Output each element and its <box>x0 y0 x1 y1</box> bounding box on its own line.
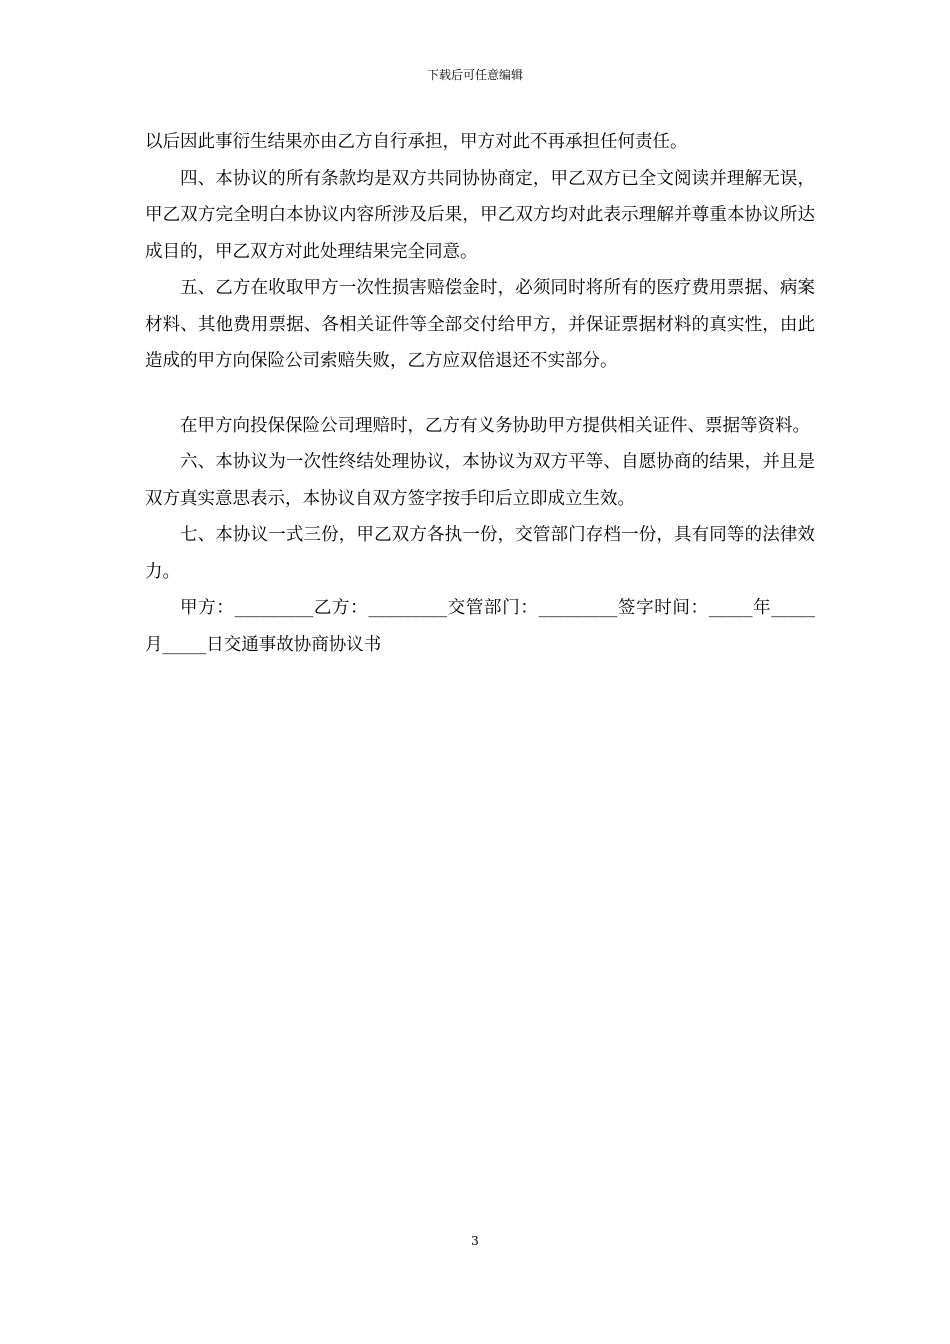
paragraph-clause-5: 五、乙方在收取甲方一次性损害赔偿金时，必须同时将所有的医疗费用票据、病案材料、其他费用票据、各相关证件等全部交付给甲方，并保证票据材料的真实性，由此造成的甲方向保险公司索赔失败，乙方应双倍退还不实部分。 <box>145 278 815 371</box>
signature-line: 甲方：_________乙方：_________交管部门：_________签字时间：_____年_____月_____日交通事故协商协议书 <box>145 598 815 655</box>
paragraph-clause-7: 七、本协议一式三份，甲乙双方各执一份，交管部门存档一份，具有同等的法律效力。 <box>145 525 815 582</box>
paragraph-gap <box>145 380 815 408</box>
document-body <box>145 124 815 663</box>
paragraph-insurance-claim: 在甲方向投保保险公司理赔时，乙方有义务协助甲方提供相关证件、票据等资料。 <box>180 415 810 436</box>
paragraph-clause-6: 六、本协议为一次性终结处理协议，本协议为双方平等、自愿协商的结果，并且是双方真实意思表示，本协议自双方签字按手印后立即成立生效。 <box>145 452 815 509</box>
paragraph-clause-4: 四、本协议的所有条款均是双方共同协协商定，甲乙双方已全文阅读并理解无误，甲乙双方完全明白本协议内容所涉及后果，甲乙双方均对此表示理解并尊重本协议所达成目的，甲乙双方对此处理结果完全同意。 <box>145 168 815 262</box>
paragraph-continuation: 以后因此事衍生结果亦由乙方自行承担，甲方对此不再承担任何责任。 <box>145 132 688 152</box>
page-header: 下载后可任意编辑 <box>426 68 523 82</box>
page-number: 3 <box>471 1234 479 1248</box>
